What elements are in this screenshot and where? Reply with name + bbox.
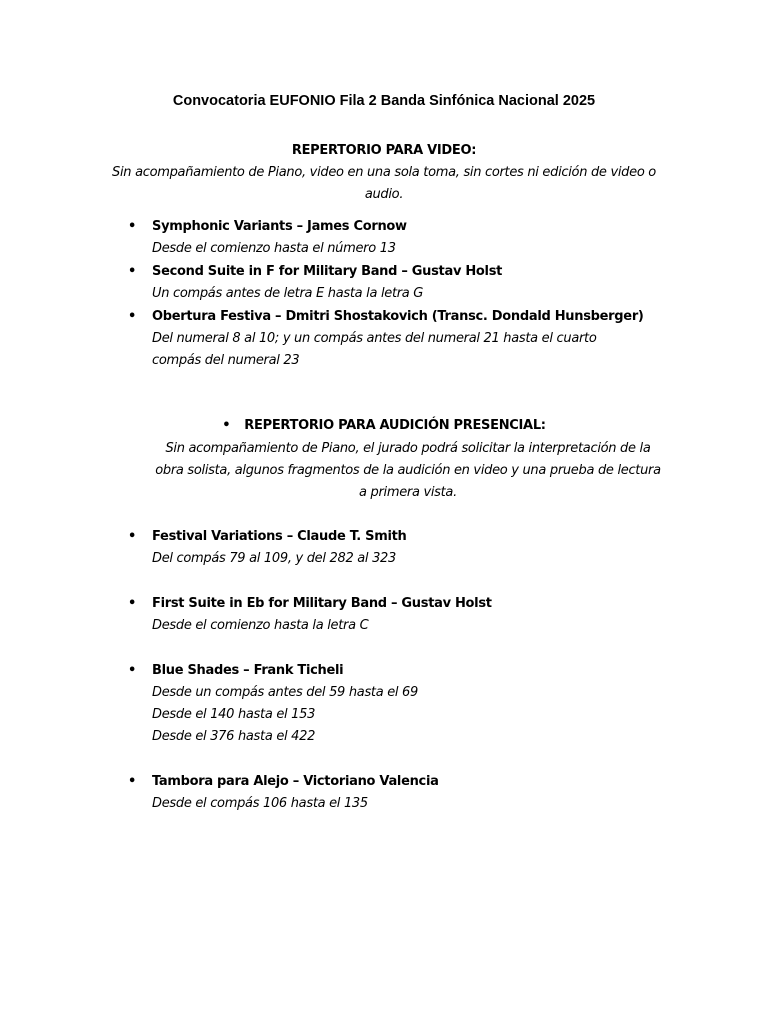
list-item: [128, 216, 658, 260]
excerpt-detail: Desde el comienzo hasta la letra C: [152, 618, 369, 633]
bullet-icon: •: [128, 774, 137, 789]
live-section-heading: [0, 416, 768, 436]
video-section-heading: REPERTORIO PARA VIDEO:: [291, 143, 477, 158]
excerpt-detail: Del numeral 8 al 10; y un compás antes del numeral 21 hasta el cuarto compás del numeral 23: [152, 331, 597, 369]
document-title: Convocatoria EUFONIO Fila 2 Banda Sinfónica Nacional 2025: [172, 93, 596, 109]
live-section-note: Sin acompañamiento de Piano, el jurado podrá solicitar la interpretación de la obra solista, algunos fragmentos de la audición en video y una prueba de lectura a primera vista.: [155, 441, 661, 500]
bullet-icon: •: [128, 596, 137, 611]
excerpt-detail: Del compás 79 al 109, y del 282 al 323: [152, 551, 396, 566]
bullet-icon: •: [128, 529, 137, 544]
list-item: [128, 593, 658, 637]
excerpt-detail: Desde el compás 106 hasta el 135: [152, 796, 368, 811]
list-item: [128, 306, 658, 372]
bullet-icon: •: [222, 418, 231, 433]
excerpt-detail: Desde un compás antes del 59 hasta el 69: [152, 685, 418, 700]
list-item: [128, 771, 658, 815]
excerpt-detail: Desde el comienzo hasta el número 13: [152, 241, 396, 256]
list-item: [128, 526, 658, 570]
piece-title: Tambora para Alejo – Victoriano Valencia: [152, 774, 439, 789]
bullet-icon: •: [128, 663, 137, 678]
piece-title: Symphonic Variants – James Cornow: [152, 219, 407, 234]
bullet-icon: •: [128, 219, 137, 234]
piece-title: Second Suite in F for Military Band – Gustav Holst: [152, 264, 503, 279]
excerpt-detail: Desde el 376 hasta el 422: [152, 729, 316, 745]
piece-title: First Suite in Eb for Military Band – Gustav Holst: [152, 596, 492, 611]
piece-title: Obertura Festiva – Dmitri Shostakovich (Transc. Dondald Hunsberger): [152, 309, 644, 324]
bullet-icon: •: [128, 309, 137, 324]
live-section-heading-text: REPERTORIO PARA AUDICIÓN PRESENCIAL:: [244, 418, 546, 433]
excerpt-detail: Desde el 140 hasta el 153: [152, 707, 316, 723]
piece-title: Festival Variations – Claude T. Smith: [152, 529, 407, 544]
bullet-icon: •: [128, 264, 137, 279]
excerpt-detail: Un compás antes de letra E hasta la letra G: [152, 286, 424, 301]
list-item: [128, 660, 658, 749]
list-item: [128, 261, 658, 305]
video-section-note: Sin acompañamiento de Piano, video en una sola toma, sin cortes ni edición de video o audio.: [112, 165, 656, 202]
piece-title: Blue Shades – Frank Ticheli: [152, 663, 344, 678]
